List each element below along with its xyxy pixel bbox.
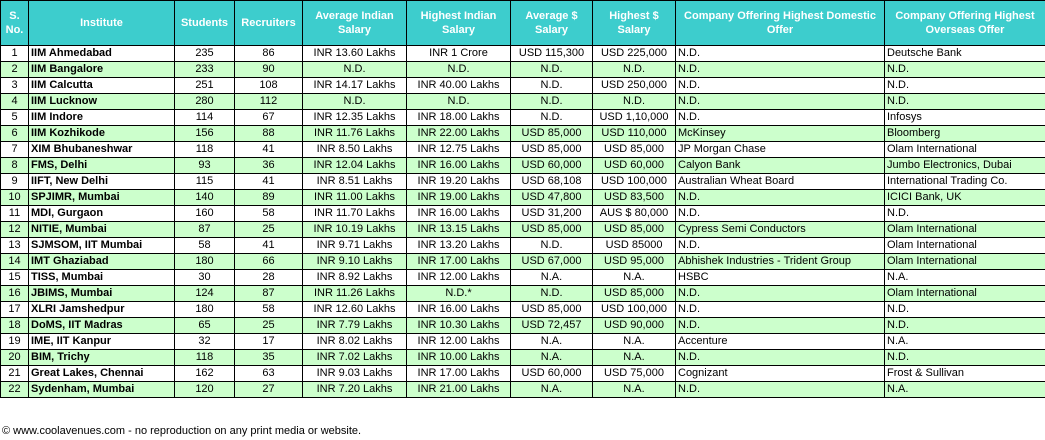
sno-cell: 18 <box>1 318 29 334</box>
highest-indian-salary-cell: INR 10.00 Lakhs <box>407 350 511 366</box>
institute-cell: BIM, Trichy <box>29 350 175 366</box>
students-cell: 162 <box>175 366 235 382</box>
overseas-offer-company-cell: Bloomberg <box>885 126 1045 142</box>
highest-indian-salary-cell: INR 22.00 Lakhs <box>407 126 511 142</box>
recruiters-cell: 89 <box>235 190 303 206</box>
recruiters-cell: 41 <box>235 142 303 158</box>
highest-indian-salary-cell: INR 16.00 Lakhs <box>407 302 511 318</box>
recruiters-cell: 25 <box>235 222 303 238</box>
table-row <box>1 62 1045 78</box>
average-dollar-salary-cell: N.D. <box>511 62 593 78</box>
highest-dollar-salary-cell: USD 110,000 <box>593 126 676 142</box>
overseas-offer-company-cell: ICICI Bank, UK <box>885 190 1045 206</box>
table-row <box>1 94 1045 110</box>
highest-indian-salary-cell: INR 19.20 Lakhs <box>407 174 511 190</box>
highest-dollar-salary-cell: N.D. <box>593 94 676 110</box>
sno-cell: 8 <box>1 158 29 174</box>
domestic-offer-company-cell: N.D. <box>676 302 885 318</box>
highest-dollar-salary-cell: N.A. <box>593 350 676 366</box>
average-dollar-salary-cell: USD 60,000 <box>511 158 593 174</box>
highest-dollar-salary-cell: USD 100,000 <box>593 302 676 318</box>
table-row <box>1 238 1045 254</box>
recruiters-cell: 86 <box>235 46 303 62</box>
average-dollar-salary-cell: USD 85,000 <box>511 222 593 238</box>
institute-cell: Sydenham, Mumbai <box>29 382 175 398</box>
institute-cell: SPJIMR, Mumbai <box>29 190 175 206</box>
overseas-offer-company-cell: Olam International <box>885 286 1045 302</box>
overseas-offer-company-cell: N.A. <box>885 270 1045 286</box>
domestic-offer-company-cell: Australian Wheat Board <box>676 174 885 190</box>
recruiters-cell: 28 <box>235 270 303 286</box>
highest-indian-salary-cell: INR 1 Crore <box>407 46 511 62</box>
highest-indian-salary-cell: INR 10.30 Lakhs <box>407 318 511 334</box>
institute-cell: IMT Ghaziabad <box>29 254 175 270</box>
recruiters-cell: 66 <box>235 254 303 270</box>
average-indian-salary-cell: INR 14.17 Lakhs <box>303 78 407 94</box>
overseas-offer-company-cell: N.D. <box>885 78 1045 94</box>
institute-cell: XLRI Jamshedpur <box>29 302 175 318</box>
header-row <box>1 1 1045 46</box>
header-average-indian-salary: Average Indian Salary <box>303 1 407 46</box>
header-students: Students <box>175 1 235 46</box>
domestic-offer-company-cell: N.D. <box>676 206 885 222</box>
highest-indian-salary-cell: INR 19.00 Lakhs <box>407 190 511 206</box>
students-cell: 124 <box>175 286 235 302</box>
average-indian-salary-cell: INR 9.10 Lakhs <box>303 254 407 270</box>
highest-dollar-salary-cell: AUS $ 80,000 <box>593 206 676 222</box>
average-dollar-salary-cell: N.D. <box>511 238 593 254</box>
average-indian-salary-cell: INR 11.70 Lakhs <box>303 206 407 222</box>
recruiters-cell: 58 <box>235 206 303 222</box>
sno-cell: 3 <box>1 78 29 94</box>
highest-dollar-salary-cell: N.D. <box>593 62 676 78</box>
table-row <box>1 254 1045 270</box>
domestic-offer-company-cell: JP Morgan Chase <box>676 142 885 158</box>
average-indian-salary-cell: INR 8.92 Lakhs <box>303 270 407 286</box>
overseas-offer-company-cell: Olam International <box>885 142 1045 158</box>
institute-cell: FMS, Delhi <box>29 158 175 174</box>
highest-indian-salary-cell: N.D. <box>407 94 511 110</box>
table-row <box>1 270 1045 286</box>
table-row <box>1 350 1045 366</box>
average-dollar-salary-cell: USD 85,000 <box>511 126 593 142</box>
highest-indian-salary-cell: INR 18.00 Lakhs <box>407 110 511 126</box>
header-highest-indian-salary: Highest Indian Salary <box>407 1 511 46</box>
overseas-offer-company-cell: N.D. <box>885 318 1045 334</box>
highest-indian-salary-cell: INR 17.00 Lakhs <box>407 254 511 270</box>
header-domestic-offer-company: Company Offering Highest Domestic Offer <box>676 1 885 46</box>
average-dollar-salary-cell: USD 115,300 <box>511 46 593 62</box>
students-cell: 120 <box>175 382 235 398</box>
sno-cell: 10 <box>1 190 29 206</box>
average-dollar-salary-cell: N.A. <box>511 270 593 286</box>
average-dollar-salary-cell: N.D. <box>511 110 593 126</box>
domestic-offer-company-cell: Cognizant <box>676 366 885 382</box>
average-indian-salary-cell: INR 12.35 Lakhs <box>303 110 407 126</box>
table-row <box>1 174 1045 190</box>
students-cell: 30 <box>175 270 235 286</box>
highest-dollar-salary-cell: USD 225,000 <box>593 46 676 62</box>
highest-indian-salary-cell: INR 12.75 Lakhs <box>407 142 511 158</box>
average-dollar-salary-cell: USD 68,108 <box>511 174 593 190</box>
recruiters-cell: 63 <box>235 366 303 382</box>
recruiters-cell: 88 <box>235 126 303 142</box>
highest-indian-salary-cell: INR 40.00 Lakhs <box>407 78 511 94</box>
table-body <box>1 46 1045 398</box>
students-cell: 280 <box>175 94 235 110</box>
sno-cell: 21 <box>1 366 29 382</box>
average-indian-salary-cell: INR 13.60 Lakhs <box>303 46 407 62</box>
average-dollar-salary-cell: N.D. <box>511 94 593 110</box>
highest-indian-salary-cell: INR 12.00 Lakhs <box>407 334 511 350</box>
average-indian-salary-cell: INR 10.19 Lakhs <box>303 222 407 238</box>
overseas-offer-company-cell: N.D. <box>885 62 1045 78</box>
institute-cell: IIM Kozhikode <box>29 126 175 142</box>
institute-cell: Great Lakes, Chennai <box>29 366 175 382</box>
domestic-offer-company-cell: N.D. <box>676 286 885 302</box>
average-indian-salary-cell: N.D. <box>303 94 407 110</box>
domestic-offer-company-cell: N.D. <box>676 350 885 366</box>
overseas-offer-company-cell: Jumbo Electronics, Dubai <box>885 158 1045 174</box>
average-indian-salary-cell: INR 11.00 Lakhs <box>303 190 407 206</box>
average-indian-salary-cell: INR 9.71 Lakhs <box>303 238 407 254</box>
students-cell: 87 <box>175 222 235 238</box>
sno-cell: 19 <box>1 334 29 350</box>
recruiters-cell: 25 <box>235 318 303 334</box>
domestic-offer-company-cell: Abhishek Industries - Trident Group <box>676 254 885 270</box>
students-cell: 32 <box>175 334 235 350</box>
sno-cell: 15 <box>1 270 29 286</box>
students-cell: 114 <box>175 110 235 126</box>
table-row <box>1 206 1045 222</box>
highest-dollar-salary-cell: USD 85,000 <box>593 286 676 302</box>
institute-cell: IIM Calcutta <box>29 78 175 94</box>
table-row <box>1 190 1045 206</box>
table-row <box>1 78 1045 94</box>
highest-dollar-salary-cell: USD 60,000 <box>593 158 676 174</box>
institute-cell: IIM Indore <box>29 110 175 126</box>
institute-cell: XIM Bhubaneshwar <box>29 142 175 158</box>
recruiters-cell: 108 <box>235 78 303 94</box>
sno-cell: 22 <box>1 382 29 398</box>
recruiters-cell: 17 <box>235 334 303 350</box>
average-indian-salary-cell: INR 12.04 Lakhs <box>303 158 407 174</box>
institute-cell: DoMS, IIT Madras <box>29 318 175 334</box>
recruiters-cell: 27 <box>235 382 303 398</box>
recruiters-cell: 90 <box>235 62 303 78</box>
average-dollar-salary-cell: USD 31,200 <box>511 206 593 222</box>
domestic-offer-company-cell: Cypress Semi Conductors <box>676 222 885 238</box>
domestic-offer-company-cell: N.D. <box>676 94 885 110</box>
table-row <box>1 46 1045 62</box>
table-row <box>1 158 1045 174</box>
recruiters-cell: 67 <box>235 110 303 126</box>
domestic-offer-company-cell: McKinsey <box>676 126 885 142</box>
sno-cell: 16 <box>1 286 29 302</box>
domestic-offer-company-cell: HSBC <box>676 270 885 286</box>
average-indian-salary-cell: INR 7.79 Lakhs <box>303 318 407 334</box>
highest-indian-salary-cell: INR 12.00 Lakhs <box>407 270 511 286</box>
sno-cell: 4 <box>1 94 29 110</box>
recruiters-cell: 41 <box>235 238 303 254</box>
highest-dollar-salary-cell: USD 100,000 <box>593 174 676 190</box>
recruiters-cell: 35 <box>235 350 303 366</box>
students-cell: 118 <box>175 142 235 158</box>
highest-indian-salary-cell: INR 13.15 Lakhs <box>407 222 511 238</box>
institute-cell: TISS, Mumbai <box>29 270 175 286</box>
highest-indian-salary-cell: INR 17.00 Lakhs <box>407 366 511 382</box>
table-row <box>1 110 1045 126</box>
sno-cell: 2 <box>1 62 29 78</box>
domestic-offer-company-cell: N.D. <box>676 78 885 94</box>
table-row <box>1 222 1045 238</box>
institute-cell: IIM Bangalore <box>29 62 175 78</box>
header-institute: Institute <box>29 1 175 46</box>
sno-cell: 6 <box>1 126 29 142</box>
recruiters-cell: 87 <box>235 286 303 302</box>
highest-dollar-salary-cell: USD 250,000 <box>593 78 676 94</box>
average-dollar-salary-cell: N.A. <box>511 334 593 350</box>
domestic-offer-company-cell: N.D. <box>676 190 885 206</box>
domestic-offer-company-cell: N.D. <box>676 382 885 398</box>
average-indian-salary-cell: INR 7.02 Lakhs <box>303 350 407 366</box>
sno-cell: 5 <box>1 110 29 126</box>
students-cell: 160 <box>175 206 235 222</box>
highest-dollar-salary-cell: USD 85,000 <box>593 222 676 238</box>
sno-cell: 7 <box>1 142 29 158</box>
overseas-offer-company-cell: N.D. <box>885 302 1045 318</box>
highest-indian-salary-cell: INR 13.20 Lakhs <box>407 238 511 254</box>
highest-dollar-salary-cell: USD 90,000 <box>593 318 676 334</box>
highest-indian-salary-cell: N.D. <box>407 62 511 78</box>
table-row <box>1 302 1045 318</box>
average-indian-salary-cell: INR 8.02 Lakhs <box>303 334 407 350</box>
students-cell: 180 <box>175 302 235 318</box>
average-dollar-salary-cell: USD 60,000 <box>511 366 593 382</box>
highest-dollar-salary-cell: N.A. <box>593 382 676 398</box>
sno-cell: 13 <box>1 238 29 254</box>
highest-dollar-salary-cell: USD 1,10,000 <box>593 110 676 126</box>
overseas-offer-company-cell: Olam International <box>885 222 1045 238</box>
institute-cell: NITIE, Mumbai <box>29 222 175 238</box>
domestic-offer-company-cell: Calyon Bank <box>676 158 885 174</box>
table-row <box>1 286 1045 302</box>
students-cell: 233 <box>175 62 235 78</box>
average-dollar-salary-cell: N.D. <box>511 78 593 94</box>
average-indian-salary-cell: N.D. <box>303 62 407 78</box>
overseas-offer-company-cell: N.A. <box>885 334 1045 350</box>
highest-dollar-salary-cell: USD 83,500 <box>593 190 676 206</box>
highest-indian-salary-cell: INR 16.00 Lakhs <box>407 206 511 222</box>
highest-dollar-salary-cell: N.A. <box>593 334 676 350</box>
average-indian-salary-cell: INR 9.03 Lakhs <box>303 366 407 382</box>
sno-cell: 14 <box>1 254 29 270</box>
overseas-offer-company-cell: N.D. <box>885 350 1045 366</box>
highest-dollar-salary-cell: N.A. <box>593 270 676 286</box>
students-cell: 156 <box>175 126 235 142</box>
average-dollar-salary-cell: USD 72,457 <box>511 318 593 334</box>
domestic-offer-company-cell: N.D. <box>676 318 885 334</box>
average-indian-salary-cell: INR 11.26 Lakhs <box>303 286 407 302</box>
highest-indian-salary-cell: INR 16.00 Lakhs <box>407 158 511 174</box>
average-indian-salary-cell: INR 8.51 Lakhs <box>303 174 407 190</box>
table-row <box>1 366 1045 382</box>
students-cell: 180 <box>175 254 235 270</box>
students-cell: 251 <box>175 78 235 94</box>
table-row <box>1 318 1045 334</box>
sno-cell: 9 <box>1 174 29 190</box>
domestic-offer-company-cell: N.D. <box>676 238 885 254</box>
students-cell: 93 <box>175 158 235 174</box>
students-cell: 115 <box>175 174 235 190</box>
sno-cell: 11 <box>1 206 29 222</box>
overseas-offer-company-cell: Olam International <box>885 254 1045 270</box>
institute-cell: IIFT, New Delhi <box>29 174 175 190</box>
average-dollar-salary-cell: N.D. <box>511 286 593 302</box>
table-row <box>1 334 1045 350</box>
domestic-offer-company-cell: N.D. <box>676 110 885 126</box>
institute-cell: IME, IIT Kanpur <box>29 334 175 350</box>
institute-cell: JBIMS, Mumbai <box>29 286 175 302</box>
average-indian-salary-cell: INR 7.20 Lakhs <box>303 382 407 398</box>
students-cell: 140 <box>175 190 235 206</box>
institute-cell: IIM Ahmedabad <box>29 46 175 62</box>
students-cell: 118 <box>175 350 235 366</box>
recruiters-cell: 41 <box>235 174 303 190</box>
students-cell: 58 <box>175 238 235 254</box>
average-dollar-salary-cell: USD 67,000 <box>511 254 593 270</box>
recruiters-cell: 112 <box>235 94 303 110</box>
overseas-offer-company-cell: N.D. <box>885 94 1045 110</box>
overseas-offer-company-cell: N.D. <box>885 206 1045 222</box>
average-dollar-salary-cell: USD 47,800 <box>511 190 593 206</box>
institute-cell: SJMSOM, IIT Mumbai <box>29 238 175 254</box>
copyright-footer: © www.coolavenues.com - no reproduction on any print media or website. <box>2 425 362 437</box>
header-recruiters: Recruiters <box>235 1 303 46</box>
overseas-offer-company-cell: International Trading Co. <box>885 174 1045 190</box>
overseas-offer-company-cell: Olam International <box>885 238 1045 254</box>
header-highest-dollar-salary: Highest $ Salary <box>593 1 676 46</box>
average-indian-salary-cell: INR 8.50 Lakhs <box>303 142 407 158</box>
domestic-offer-company-cell: N.D. <box>676 62 885 78</box>
header-sno: S. No. <box>1 1 29 46</box>
table-row <box>1 142 1045 158</box>
domestic-offer-company-cell: Accenture <box>676 334 885 350</box>
institute-cell: IIM Lucknow <box>29 94 175 110</box>
highest-dollar-salary-cell: USD 85,000 <box>593 142 676 158</box>
institute-cell: MDI, Gurgaon <box>29 206 175 222</box>
average-indian-salary-cell: INR 12.60 Lakhs <box>303 302 407 318</box>
recruiters-cell: 58 <box>235 302 303 318</box>
sno-cell: 20 <box>1 350 29 366</box>
highest-indian-salary-cell: INR 21.00 Lakhs <box>407 382 511 398</box>
average-dollar-salary-cell: USD 85,000 <box>511 142 593 158</box>
average-indian-salary-cell: INR 11.76 Lakhs <box>303 126 407 142</box>
table-row <box>1 382 1045 398</box>
overseas-offer-company-cell: Infosys <box>885 110 1045 126</box>
sno-cell: 12 <box>1 222 29 238</box>
header-overseas-offer-company: Company Offering Highest Overseas Offer <box>885 1 1045 46</box>
overseas-offer-company-cell: Deutsche Bank <box>885 46 1045 62</box>
header-average-dollar-salary: Average $ Salary <box>511 1 593 46</box>
average-dollar-salary-cell: N.A. <box>511 382 593 398</box>
overseas-offer-company-cell: Frost & Sullivan <box>885 366 1045 382</box>
sno-cell: 1 <box>1 46 29 62</box>
overseas-offer-company-cell: N.A. <box>885 382 1045 398</box>
table-row <box>1 126 1045 142</box>
highest-indian-salary-cell: N.D.* <box>407 286 511 302</box>
highest-dollar-salary-cell: USD 75,000 <box>593 366 676 382</box>
sno-cell: 17 <box>1 302 29 318</box>
highest-dollar-salary-cell: USD 85000 <box>593 238 676 254</box>
domestic-offer-company-cell: N.D. <box>676 46 885 62</box>
average-dollar-salary-cell: USD 85,000 <box>511 302 593 318</box>
average-dollar-salary-cell: N.A. <box>511 350 593 366</box>
students-cell: 235 <box>175 46 235 62</box>
recruiters-cell: 36 <box>235 158 303 174</box>
highest-dollar-salary-cell: USD 95,000 <box>593 254 676 270</box>
students-cell: 65 <box>175 318 235 334</box>
